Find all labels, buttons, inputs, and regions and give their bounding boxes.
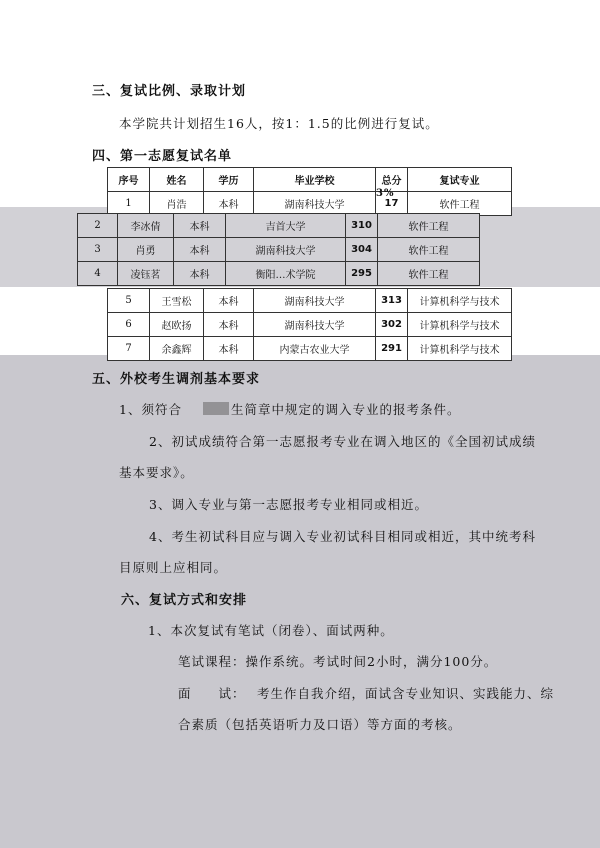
cell-degree: 本科 <box>204 337 254 361</box>
col-header-school: 毕业学校 <box>254 168 376 192</box>
cell-score: 302 <box>376 313 408 337</box>
cell-score: 295 <box>346 262 378 286</box>
cell-major: 计算机科学与技术 <box>408 313 512 337</box>
cell-major: 计算机科学与技术 <box>408 337 512 361</box>
table-row <box>108 289 512 313</box>
cell-degree: 本科 <box>204 313 254 337</box>
section6-interview-line1: 考生作自我介绍，面试含专业知识、实践能力、综 <box>257 686 555 701</box>
section5-item4-line1: 4、考生初试科目应与调入专业初试科目相同或相近，其中统考科 <box>149 529 536 544</box>
col-header-no: 序号 <box>108 168 150 192</box>
section6-interview-line2: 合素质（包括英语听力及口语）等方面的考核。 <box>178 717 462 732</box>
section5-item3: 3、调入专业与第一志愿报考专业相同或相近。 <box>149 497 428 512</box>
section5-item2-line1: 2、初试成绩符合第一志愿报考专业在调入地区的《全国初试成绩 <box>149 434 536 449</box>
section6-heading: 六、复试方式和安排 <box>121 593 248 608</box>
section5-item4-line2: 目原则上应相同。 <box>119 560 228 575</box>
cell-degree: 本科 <box>204 192 254 216</box>
cell-name: 肖浩 <box>150 192 204 216</box>
cell-no: 6 <box>108 313 150 337</box>
candidate-table-mid <box>77 213 480 286</box>
cell-school: 湖南科技大学 <box>254 192 376 216</box>
section5-item1-end: 生简章中规定的调入专业的报考条件。 <box>231 402 461 417</box>
section6-written-exam: 笔试课程：操作系统。考试时间2小时，满分100分。 <box>178 654 498 669</box>
cell-school: 湖南科技大学 <box>254 313 376 337</box>
cell-name: 赵欧扬 <box>150 313 204 337</box>
table-row <box>78 262 480 286</box>
overlap-fragment: 3% <box>376 188 395 199</box>
cell-name: 肖勇 <box>118 238 174 262</box>
cell-name: 凌钰茗 <box>118 262 174 286</box>
scan-lower-region <box>0 355 600 848</box>
cell-degree: 本科 <box>174 238 226 262</box>
table-header-row <box>108 168 512 192</box>
cell-degree: 本科 <box>174 262 226 286</box>
cell-name: 王雪松 <box>150 289 204 313</box>
cell-school: 吉首大学 <box>226 214 346 238</box>
cell-name: 余鑫辉 <box>150 337 204 361</box>
cell-major: 软件工程 <box>408 192 512 216</box>
candidate-table-bottom <box>107 288 512 361</box>
cell-degree: 本科 <box>204 289 254 313</box>
cell-school: 内蒙古农业大学 <box>254 337 376 361</box>
table-row <box>108 313 512 337</box>
table-row <box>78 214 480 238</box>
cell-name: 李冰倩 <box>118 214 174 238</box>
cell-no: 3 <box>78 238 118 262</box>
col-header-degree: 学历 <box>204 168 254 192</box>
cell-school: 湖南科技大学 <box>254 289 376 313</box>
section4-heading: 四、第一志愿复试名单 <box>92 149 233 164</box>
section3-heading: 三、复试比例、录取计划 <box>92 84 247 99</box>
candidate-table-top <box>107 167 512 216</box>
section6-item1: 1、本次复试有笔试（闭卷）、面试两种。 <box>148 623 394 638</box>
cell-score: 313 <box>376 289 408 313</box>
section5-heading: 五、外校考生调剂基本要求 <box>92 372 261 387</box>
cell-school: 湖南科技大学 <box>226 238 346 262</box>
col-header-name: 姓名 <box>150 168 204 192</box>
cell-no: 4 <box>78 262 118 286</box>
cell-no: 5 <box>108 289 150 313</box>
col-header-score: 总分 <box>376 168 408 192</box>
cell-no: 1 <box>108 192 150 216</box>
cell-no: 7 <box>108 337 150 361</box>
section3-text: 本学院共计划招生16人，按1：1.5的比例进行复试。 <box>119 116 439 131</box>
col-header-major: 复试专业 <box>408 168 512 192</box>
cell-score: 17 <box>376 192 408 216</box>
cell-degree: 本科 <box>174 214 226 238</box>
section5-item2-line2: 基本要求》。 <box>119 465 194 480</box>
cell-major: 软件工程 <box>378 262 480 286</box>
table-row <box>108 192 512 216</box>
cell-score: 310 <box>346 214 378 238</box>
section5-item1-start: 1、须符合 <box>119 402 182 417</box>
section6-interview-label: 面 试： <box>178 686 246 701</box>
table-row <box>78 238 480 262</box>
table-row <box>108 337 512 361</box>
cell-major: 计算机科学与技术 <box>408 289 512 313</box>
smudge-mark <box>203 402 229 415</box>
cell-major: 软件工程 <box>378 214 480 238</box>
cell-school: 衡阳…术学院 <box>226 262 346 286</box>
cell-score: 304 <box>346 238 378 262</box>
cell-major: 软件工程 <box>378 238 480 262</box>
cell-score: 291 <box>376 337 408 361</box>
cell-no: 2 <box>78 214 118 238</box>
